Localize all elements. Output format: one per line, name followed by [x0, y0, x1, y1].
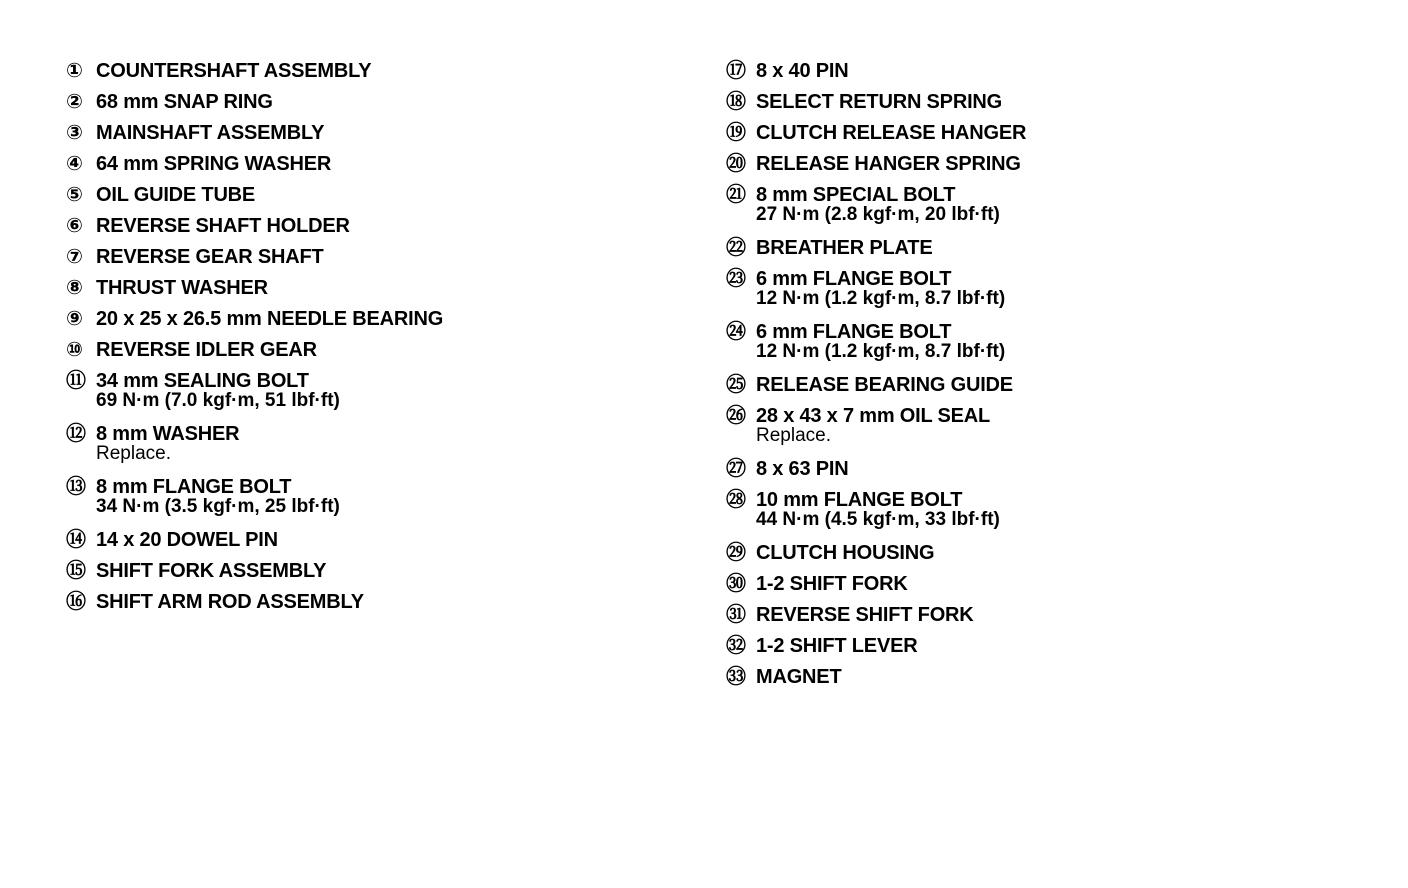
part-number: ㉒	[726, 237, 746, 259]
part-text	[96, 304, 443, 335]
part-name: REVERSE IDLER GEAR	[96, 339, 317, 361]
part-number: ㉑	[726, 184, 746, 206]
part-number: ⑦	[66, 246, 83, 268]
part-number: ⑤	[66, 184, 83, 206]
part-name: REVERSE SHIFT FORK	[756, 604, 974, 626]
part-name: 14 x 20 DOWEL PIN	[96, 529, 278, 551]
parts-list-right	[726, 56, 1346, 693]
part-item	[66, 304, 666, 335]
part-item	[66, 556, 666, 587]
part-item	[726, 401, 1346, 445]
part-name: RELEASE HANGER SPRING	[756, 153, 1021, 175]
part-number: ⑱	[726, 91, 746, 113]
part-text	[756, 180, 1000, 224]
part-text	[756, 149, 1021, 180]
part-torque-spec: 34 N·m (3.5 kgf·m, 25 lbf·ft)	[96, 496, 340, 517]
part-number: ②	[66, 91, 83, 113]
part-name: CLUTCH HOUSING	[756, 542, 935, 564]
part-number: ①	[66, 60, 83, 82]
part-name: 34 mm SEALING BOLT	[96, 370, 309, 392]
part-text	[96, 366, 340, 410]
part-number: ⑧	[66, 277, 83, 299]
part-item	[726, 180, 1346, 224]
part-item	[66, 242, 666, 273]
part-item	[66, 273, 666, 304]
part-item	[66, 180, 666, 211]
part-number: ㉕	[726, 374, 746, 396]
part-text	[96, 419, 239, 463]
part-item	[66, 87, 666, 118]
part-name: 10 mm FLANGE BOLT	[756, 489, 963, 511]
part-item	[726, 87, 1346, 118]
part-number: ⑭	[66, 529, 86, 551]
part-text	[756, 538, 934, 569]
part-number: ㉝	[726, 666, 746, 688]
part-number: ④	[66, 153, 83, 175]
part-number: ㉘	[726, 489, 746, 511]
part-text	[756, 401, 990, 445]
part-text	[756, 87, 1002, 118]
part-text	[96, 556, 326, 587]
part-name: 20 x 25 x 26.5 mm NEEDLE BEARING	[96, 308, 444, 330]
part-number: ⑪	[66, 370, 86, 392]
part-name: 64 mm SPRING WASHER	[96, 153, 332, 175]
part-name: CLUTCH RELEASE HANGER	[756, 122, 1027, 144]
part-text	[96, 211, 350, 242]
part-item	[726, 264, 1346, 308]
part-text	[96, 335, 317, 366]
part-number: ㉜	[726, 635, 746, 657]
part-name: 8 x 63 PIN	[756, 458, 849, 480]
part-number: ⑫	[66, 423, 86, 445]
part-number: ⑩	[66, 339, 83, 361]
part-text	[756, 56, 849, 87]
part-text	[756, 631, 917, 662]
part-instruction: Replace.	[756, 425, 831, 446]
part-item	[66, 149, 666, 180]
part-name: 8 mm SPECIAL BOLT	[756, 184, 956, 206]
part-text	[756, 600, 974, 631]
part-name: 28 x 43 x 7 mm OIL SEAL	[756, 405, 991, 427]
part-name: SELECT RETURN SPRING	[756, 91, 1003, 113]
part-text	[756, 118, 1026, 149]
part-text	[756, 485, 1000, 529]
part-text	[96, 180, 255, 211]
part-text	[756, 317, 1005, 361]
part-text	[96, 56, 371, 87]
part-torque-spec: 27 N·m (2.8 kgf·m, 20 lbf·ft)	[756, 204, 1000, 225]
part-number: ㉖	[726, 405, 746, 427]
part-number: ⑯	[66, 591, 86, 613]
part-torque-spec: 12 N·m (1.2 kgf·m, 8.7 lbf·ft)	[756, 288, 1006, 309]
part-number: ⑳	[726, 153, 746, 175]
parts-list-left	[66, 56, 666, 618]
part-name: 6 mm FLANGE BOLT	[756, 321, 952, 343]
part-name: COUNTERSHAFT ASSEMBLY	[96, 60, 372, 82]
part-number: ㉓	[726, 268, 746, 290]
part-name: MAGNET	[756, 666, 842, 688]
part-number: ⑨	[66, 308, 83, 330]
part-torque-spec: 12 N·m (1.2 kgf·m, 8.7 lbf·ft)	[756, 341, 1006, 362]
part-name: 6 mm FLANGE BOLT	[756, 268, 952, 290]
part-number: ㉙	[726, 542, 746, 564]
part-torque-spec: 69 N·m (7.0 kgf·m, 51 lbf·ft)	[96, 390, 340, 411]
part-text	[96, 87, 273, 118]
part-name: THRUST WASHER	[96, 277, 268, 299]
part-text	[96, 472, 340, 516]
part-number: ⑮	[66, 560, 86, 582]
part-item	[726, 118, 1346, 149]
part-item	[66, 419, 666, 463]
part-name: RELEASE BEARING GUIDE	[756, 374, 1013, 396]
part-text	[96, 587, 364, 618]
part-item	[726, 149, 1346, 180]
part-item	[726, 56, 1346, 87]
part-item	[66, 472, 666, 516]
part-item	[66, 587, 666, 618]
part-item	[66, 211, 666, 242]
part-item	[726, 538, 1346, 569]
part-name: MAINSHAFT ASSEMBLY	[96, 122, 325, 144]
part-item	[726, 370, 1346, 401]
part-name: 8 x 40 PIN	[756, 60, 849, 82]
part-number: ③	[66, 122, 83, 144]
part-item	[726, 631, 1346, 662]
part-name: 8 mm FLANGE BOLT	[96, 476, 292, 498]
part-instruction: Replace.	[96, 443, 171, 464]
part-number: ㉔	[726, 321, 746, 343]
part-name: SHIFT FORK ASSEMBLY	[96, 560, 327, 582]
part-name: OIL GUIDE TUBE	[96, 184, 256, 206]
part-item	[726, 317, 1346, 361]
part-item	[66, 335, 666, 366]
part-text	[756, 569, 908, 600]
part-item	[726, 454, 1346, 485]
part-item	[726, 600, 1346, 631]
part-text	[96, 242, 324, 273]
part-text	[756, 233, 932, 264]
part-number: ㉛	[726, 604, 746, 626]
part-name: 1-2 SHIFT FORK	[756, 573, 908, 595]
part-item	[726, 569, 1346, 600]
part-name: REVERSE GEAR SHAFT	[96, 246, 324, 268]
part-number: ㉗	[726, 458, 746, 480]
part-item	[66, 118, 666, 149]
part-item	[66, 366, 666, 410]
part-item	[66, 525, 666, 556]
part-text	[96, 118, 324, 149]
part-number: ⑬	[66, 476, 86, 498]
part-name: SHIFT ARM ROD ASSEMBLY	[96, 591, 364, 613]
part-text	[756, 370, 1013, 401]
part-text	[96, 273, 268, 304]
part-item	[66, 56, 666, 87]
part-text	[756, 454, 849, 485]
part-number: ⑥	[66, 215, 83, 237]
part-name: BREATHER PLATE	[756, 237, 933, 259]
part-torque-spec: 44 N·m (4.5 kgf·m, 33 lbf·ft)	[756, 509, 1000, 530]
part-name: 68 mm SNAP RING	[96, 91, 273, 113]
part-name: 8 mm WASHER	[96, 423, 240, 445]
part-text	[96, 149, 331, 180]
part-text	[756, 264, 1005, 308]
part-number: ⑰	[726, 60, 746, 82]
part-number: ㉚	[726, 573, 746, 595]
part-name: 1-2 SHIFT LEVER	[756, 635, 918, 657]
part-number: ⑲	[726, 122, 746, 144]
part-item	[726, 233, 1346, 264]
part-name: REVERSE SHAFT HOLDER	[96, 215, 350, 237]
part-item	[726, 662, 1346, 693]
part-item	[726, 485, 1346, 529]
part-text	[756, 662, 841, 693]
part-text	[96, 525, 278, 556]
